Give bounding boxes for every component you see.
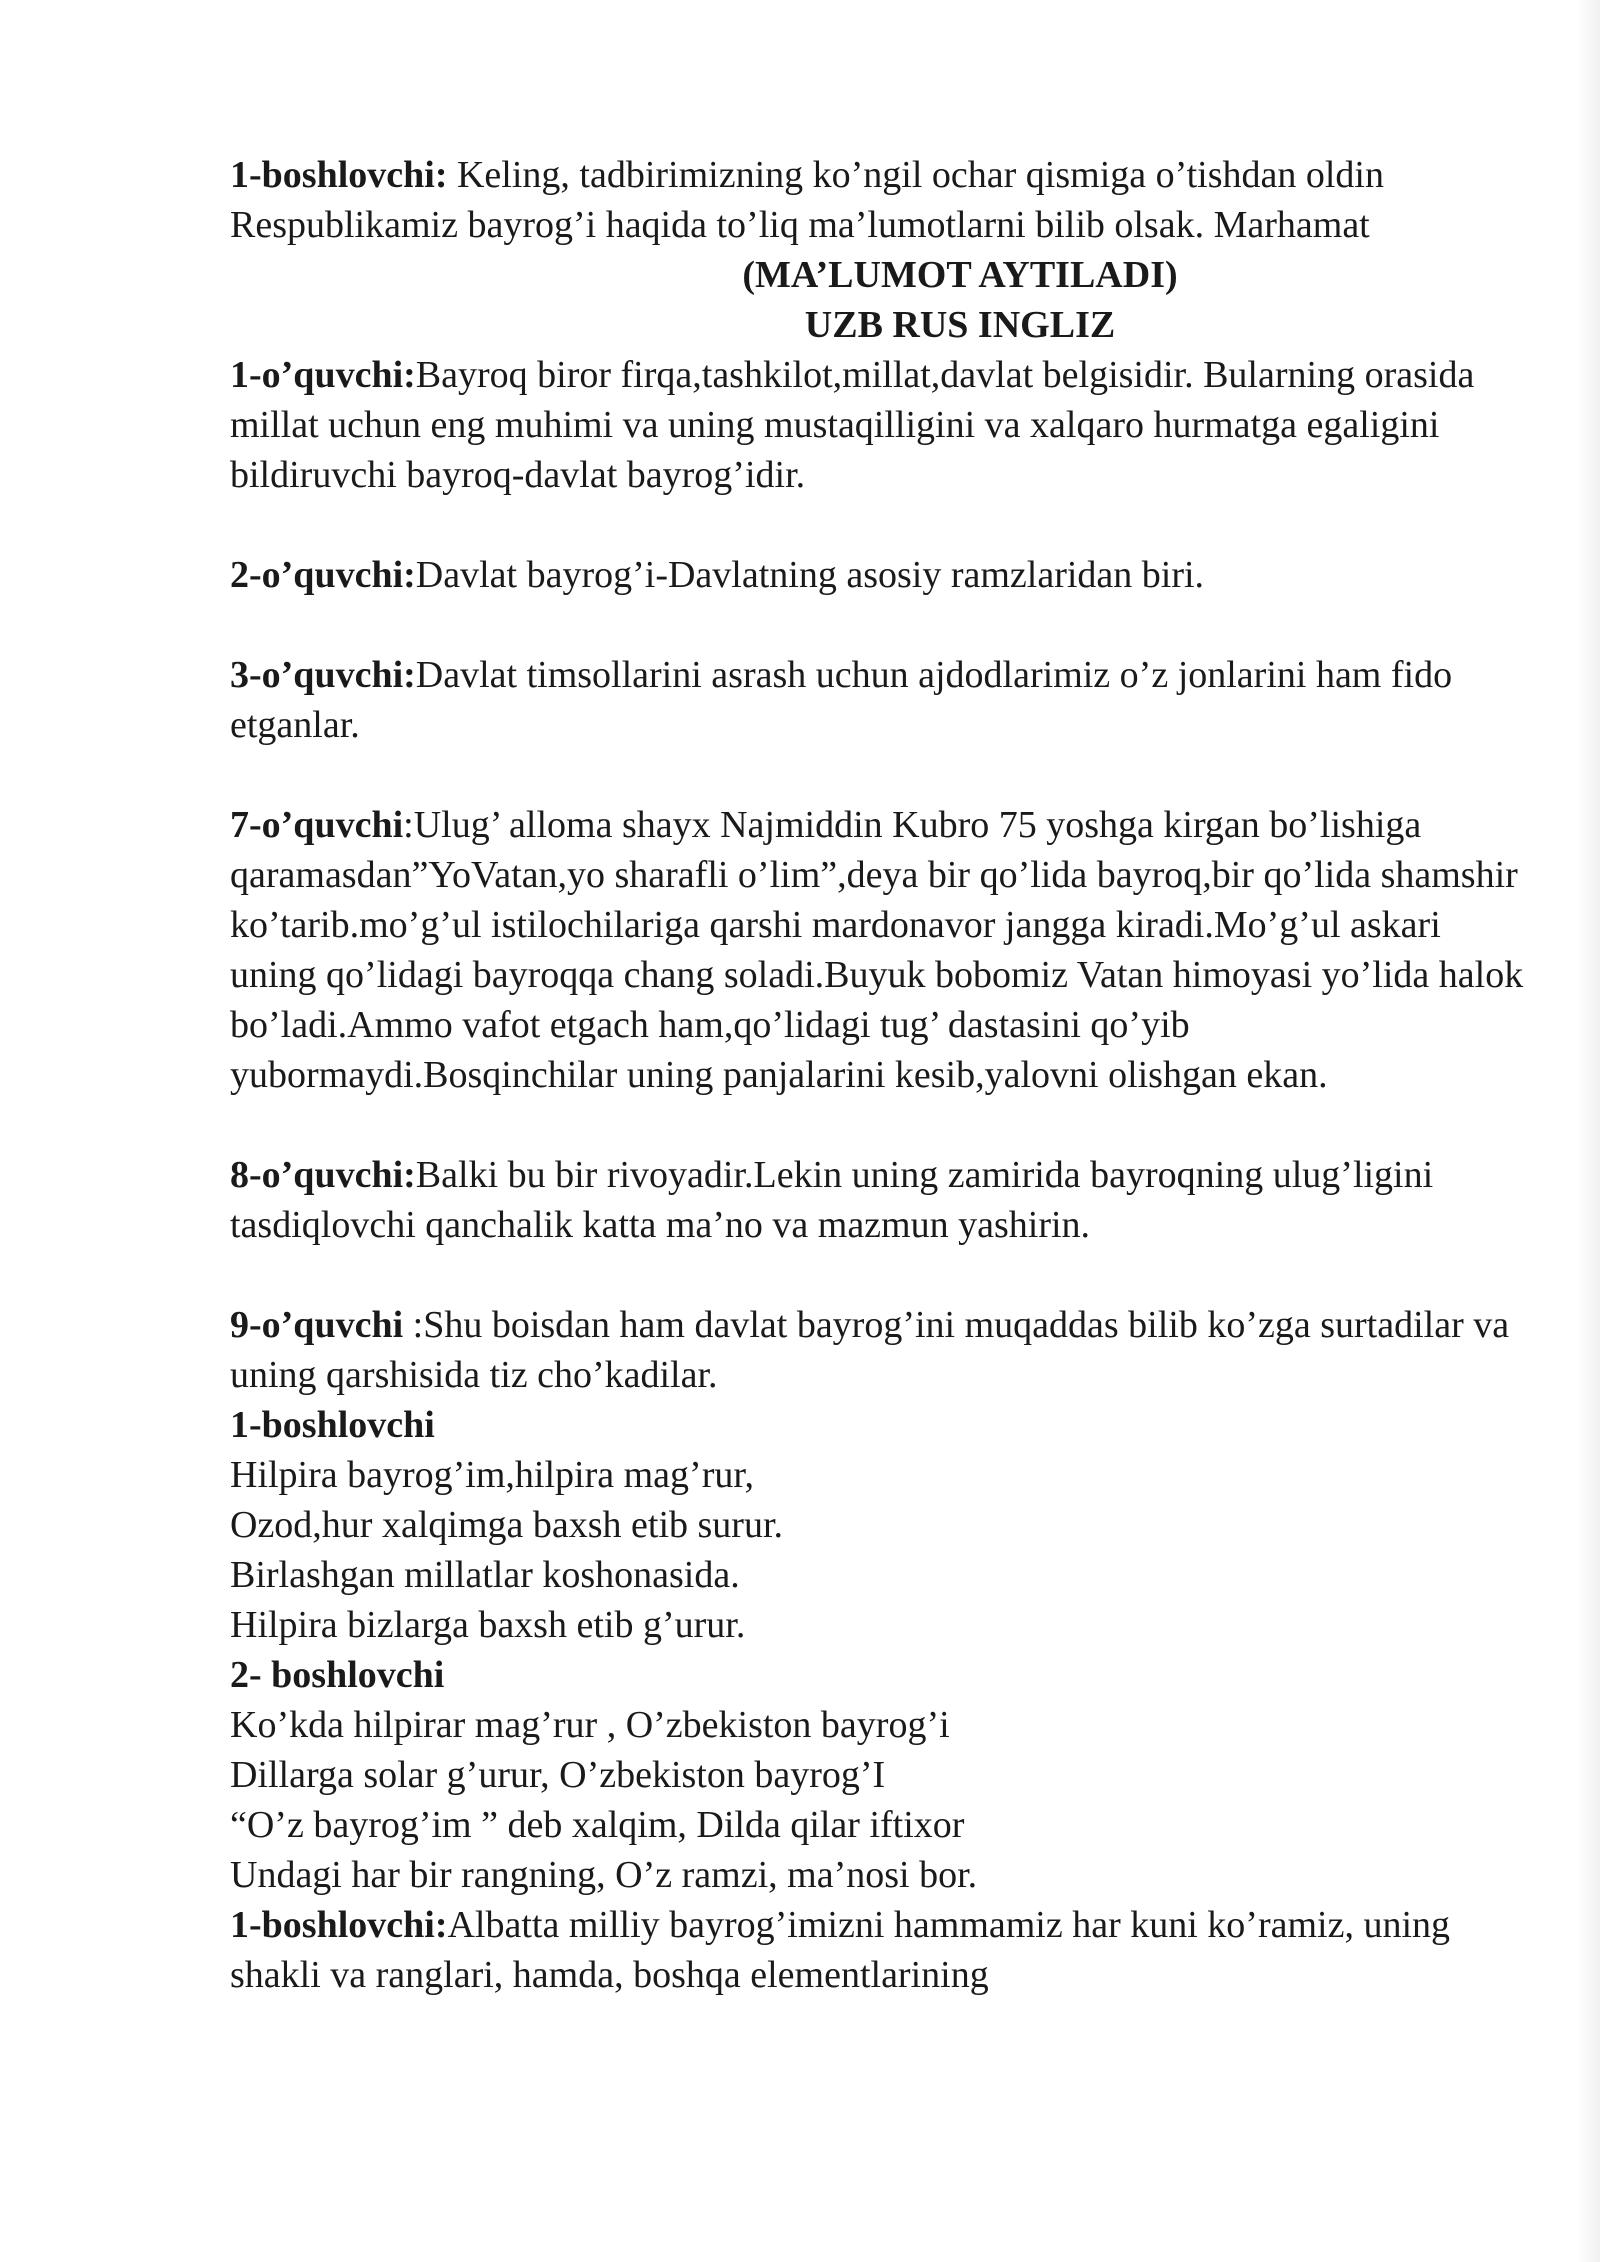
section-heading: (MA’LUMOT AYTILADI) bbox=[742, 254, 1178, 296]
speaker-label: 7-o’quvchi bbox=[230, 804, 404, 846]
poem-1-line: Birlashgan millatlar koshonasida. bbox=[230, 1554, 740, 1596]
paragraph-text: Keling, tadbirimizning ko’ngil ochar qismiga o’tishdan oldin Respublikamiz bayrog’i haqida to’liq ma’lumotlarni bilib olsak. Marhamat bbox=[230, 154, 1384, 246]
poem-2-line: “O’z bayrog’im ” deb xalqim, Dilda qilar iftixor bbox=[230, 1804, 965, 1846]
speaker-label: 8-o’quvchi: bbox=[230, 1154, 416, 1196]
paragraph-text: :Ulug’ alloma shayx Najmiddin Kubro 75 yoshga kirgan bo’lishiga qaramasdan”YoVatan,yo sharafli o’lim”,deya bir qo’lida bayroq,bir qo’lida shamshir ko’tarib.mo’g’ul istilochilariga qarshi mardonavor jangga kiradi.Mo’g’ul askari uning qo’lidagi bayroqqa chang soladi.Buyuk bobomiz Vatan himoyasi yo’lida halok bo’ladi.Ammo vafot etgach ham,qo’lidagi tug’ dastasini qo’yib yubormaydi.Bosqinchilar uning panjalarini kesib,yalovni olishgan ekan. bbox=[230, 804, 1524, 1096]
paragraph-text: :Shu boisdan ham davlat bayrog’ini muqaddas bilib ko’zga surtadilar va uning qarshisida tiz cho’kadilar. bbox=[230, 1304, 1510, 1396]
poem-2-line: Dillarga solar g’urur, O’zbekiston bayrog’I bbox=[230, 1754, 886, 1796]
paragraph-student-3 bbox=[230, 650, 1530, 750]
paragraph-student-8 bbox=[230, 1150, 1530, 1250]
paragraph-student-2 bbox=[230, 550, 1530, 600]
paragraph-text: Davlat timsollarini asrash uchun ajdodlarimiz o’z jonlarini ham fido etganlar. bbox=[230, 654, 1453, 746]
speaker-label: 9-o’quvchi bbox=[230, 1304, 404, 1346]
paragraph-student-7 bbox=[230, 800, 1530, 1100]
document-page bbox=[230, 150, 1530, 2000]
poem-2-speaker: 2- boshlovchi bbox=[230, 1654, 445, 1696]
speaker-label: 1-boshlovchi: bbox=[230, 1904, 448, 1946]
poem-1-line: Hilpira bayrog’im,hilpira mag’rur, bbox=[230, 1454, 754, 1496]
speaker-label: 1-boshlovchi: bbox=[230, 154, 448, 196]
speaker-label: 1-o’quvchi: bbox=[230, 354, 416, 396]
paragraph-text: Albatta milliy bayrog’imizni hammamiz har kuni ko’ramiz, uning shakli va ranglari, hamda, boshqa elementlarining bbox=[230, 1904, 1451, 1996]
paragraph-closing bbox=[230, 1900, 1530, 2000]
paragraph-text: Davlat bayrog’i-Davlatning asosiy ramzlaridan biri. bbox=[415, 554, 1205, 596]
speaker-label: 2-o’quvchi: bbox=[230, 554, 416, 596]
page-edge-shadow bbox=[1578, 0, 1600, 2262]
poem-1-speaker: 1-boshlovchi bbox=[230, 1404, 435, 1446]
paragraph-student-1 bbox=[230, 350, 1530, 500]
poem-2-line: Undagi har bir rangning, O’z ramzi, ma’nosi bor. bbox=[230, 1854, 978, 1896]
language-heading: UZB RUS INGLIZ bbox=[804, 304, 1116, 346]
poem-1-line: Ozod,hur xalqimga baxsh etib surur. bbox=[230, 1504, 784, 1546]
paragraph-student-9 bbox=[230, 1300, 1530, 1400]
paragraph-text: Balki bu bir rivoyadir.Lekin uning zamirida bayroqning ulug’ligini tasdiqlovchi qanchalik katta ma’no va mazmun yashirin. bbox=[230, 1154, 1434, 1246]
speaker-label: 3-o’quvchi: bbox=[230, 654, 416, 696]
paragraph-text: Bayroq biror firqa,tashkilot,millat,davlat belgisidir. Bularning orasida millat uchun eng muhimi va uning mustaqilligini va xalqaro hurmatga egaligini bildiruvchi bayroq-davlat bayrog’idir. bbox=[230, 354, 1475, 496]
poem-2-line: Ko’kda hilpirar mag’rur , O’zbekiston bayrog’i bbox=[230, 1704, 950, 1746]
poem-1-line: Hilpira bizlarga baxsh etib g’urur. bbox=[230, 1604, 746, 1646]
paragraph-intro bbox=[230, 150, 1530, 250]
